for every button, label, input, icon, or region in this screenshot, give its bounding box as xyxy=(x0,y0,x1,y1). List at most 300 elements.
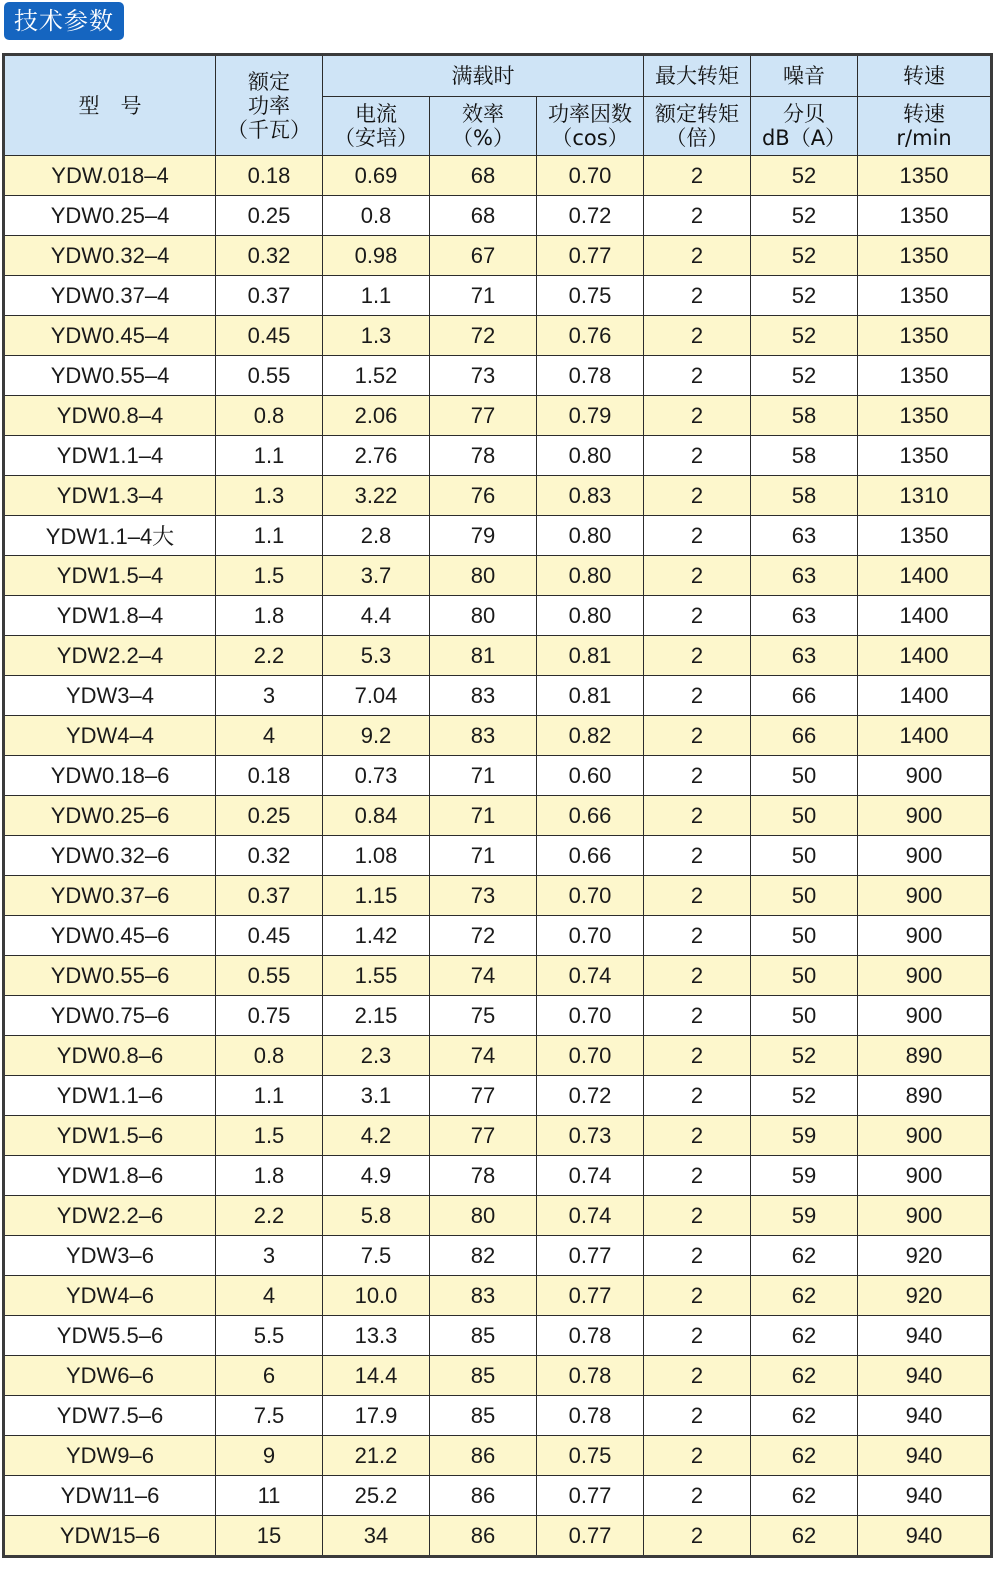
cell-power-factor: 0.72 xyxy=(537,196,644,236)
table-row xyxy=(4,636,992,676)
cell-model: YDW0.45–4 xyxy=(4,316,216,356)
cell-power-factor: 0.72 xyxy=(537,1076,644,1116)
cell-torque-ratio: 2 xyxy=(644,476,751,516)
table-row xyxy=(4,1316,992,1356)
table-row xyxy=(4,836,992,876)
cell-current: 2.76 xyxy=(323,436,430,476)
cell-power: 0.37 xyxy=(216,876,323,916)
cell-noise: 50 xyxy=(751,876,858,916)
cell-efficiency: 77 xyxy=(430,1076,537,1116)
cell-torque-ratio: 2 xyxy=(644,996,751,1036)
cell-efficiency: 71 xyxy=(430,756,537,796)
table-row xyxy=(4,236,992,276)
cell-power: 15 xyxy=(216,1516,323,1557)
cell-model: YDW1.5–6 xyxy=(4,1116,216,1156)
cell-power-factor: 0.79 xyxy=(537,396,644,436)
cell-torque-ratio: 2 xyxy=(644,276,751,316)
cell-noise: 62 xyxy=(751,1436,858,1476)
header-noise: 噪音 xyxy=(751,55,858,97)
cell-speed: 1400 xyxy=(858,676,992,716)
cell-torque-ratio: 2 xyxy=(644,1316,751,1356)
cell-efficiency: 79 xyxy=(430,516,537,556)
cell-speed: 900 xyxy=(858,956,992,996)
cell-current: 3.1 xyxy=(323,1076,430,1116)
cell-noise: 59 xyxy=(751,1116,858,1156)
cell-power: 3 xyxy=(216,676,323,716)
header-torque-ratio-line2: （倍） xyxy=(665,126,729,150)
cell-power: 0.45 xyxy=(216,316,323,356)
cell-efficiency: 72 xyxy=(430,316,537,356)
cell-model: YDW9–6 xyxy=(4,1436,216,1476)
cell-torque-ratio: 2 xyxy=(644,1116,751,1156)
cell-speed: 1350 xyxy=(858,316,992,356)
cell-torque-ratio: 2 xyxy=(644,1436,751,1476)
cell-power-factor: 0.80 xyxy=(537,556,644,596)
cell-power-factor: 0.78 xyxy=(537,1356,644,1396)
table-row xyxy=(4,396,992,436)
header-efficiency xyxy=(430,97,537,156)
cell-efficiency: 80 xyxy=(430,1196,537,1236)
header-noise-unit-line2: dB（A） xyxy=(761,126,847,150)
cell-power-factor: 0.75 xyxy=(537,1436,644,1476)
cell-current: 14.4 xyxy=(323,1356,430,1396)
cell-speed: 940 xyxy=(858,1356,992,1396)
cell-power-factor: 0.60 xyxy=(537,756,644,796)
cell-power-factor: 0.75 xyxy=(537,276,644,316)
cell-noise: 62 xyxy=(751,1476,858,1516)
cell-current: 3.7 xyxy=(323,556,430,596)
cell-efficiency: 74 xyxy=(430,956,537,996)
cell-power: 1.8 xyxy=(216,1156,323,1196)
cell-speed: 920 xyxy=(858,1236,992,1276)
cell-power-factor: 0.77 xyxy=(537,1236,644,1276)
cell-torque-ratio: 2 xyxy=(644,436,751,476)
cell-noise: 63 xyxy=(751,556,858,596)
cell-torque-ratio: 2 xyxy=(644,876,751,916)
cell-model: YDW0.55–4 xyxy=(4,356,216,396)
cell-model: YDW0.37–4 xyxy=(4,276,216,316)
cell-torque-ratio: 2 xyxy=(644,556,751,596)
cell-speed: 890 xyxy=(858,1036,992,1076)
cell-current: 2.3 xyxy=(323,1036,430,1076)
cell-model: YDW.018–4 xyxy=(4,156,216,196)
cell-efficiency: 78 xyxy=(430,436,537,476)
cell-model: YDW0.37–6 xyxy=(4,876,216,916)
cell-model: YDW7.5–6 xyxy=(4,1396,216,1436)
cell-speed: 940 xyxy=(858,1316,992,1356)
cell-power: 1.1 xyxy=(216,436,323,476)
cell-noise: 66 xyxy=(751,716,858,756)
cell-power: 1.5 xyxy=(216,1116,323,1156)
cell-efficiency: 73 xyxy=(430,356,537,396)
cell-current: 0.8 xyxy=(323,196,430,236)
cell-noise: 52 xyxy=(751,236,858,276)
cell-efficiency: 76 xyxy=(430,476,537,516)
cell-torque-ratio: 2 xyxy=(644,596,751,636)
cell-efficiency: 81 xyxy=(430,636,537,676)
cell-power: 7.5 xyxy=(216,1396,323,1436)
header-noise-unit-line1: 分贝 xyxy=(783,102,826,126)
cell-model: YDW1.1–6 xyxy=(4,1076,216,1116)
table-row xyxy=(4,756,992,796)
cell-power: 0.55 xyxy=(216,956,323,996)
cell-power: 0.55 xyxy=(216,356,323,396)
cell-noise: 66 xyxy=(751,676,858,716)
cell-speed: 1350 xyxy=(858,156,992,196)
cell-model: YDW0.18–6 xyxy=(4,756,216,796)
cell-efficiency: 78 xyxy=(430,1156,537,1196)
header-noise-unit xyxy=(751,97,858,156)
table-row xyxy=(4,196,992,236)
cell-model: YDW0.55–6 xyxy=(4,956,216,996)
cell-noise: 52 xyxy=(751,156,858,196)
cell-torque-ratio: 2 xyxy=(644,1356,751,1396)
table-row xyxy=(4,476,992,516)
cell-torque-ratio: 2 xyxy=(644,196,751,236)
cell-model: YDW2.2–4 xyxy=(4,636,216,676)
cell-efficiency: 85 xyxy=(430,1316,537,1356)
cell-speed: 900 xyxy=(858,1196,992,1236)
cell-torque-ratio: 2 xyxy=(644,636,751,676)
cell-power: 3 xyxy=(216,1236,323,1276)
header-full-load: 满载时 xyxy=(323,55,644,97)
header-torque-ratio xyxy=(644,97,751,156)
cell-power: 0.37 xyxy=(216,276,323,316)
cell-noise: 62 xyxy=(751,1236,858,1276)
cell-power: 9 xyxy=(216,1436,323,1476)
cell-power-factor: 0.70 xyxy=(537,1036,644,1076)
table-row xyxy=(4,356,992,396)
cell-efficiency: 73 xyxy=(430,876,537,916)
table-row xyxy=(4,156,992,196)
cell-torque-ratio: 2 xyxy=(644,356,751,396)
cell-noise: 52 xyxy=(751,1036,858,1076)
cell-current: 1.52 xyxy=(323,356,430,396)
cell-torque-ratio: 2 xyxy=(644,756,751,796)
cell-speed: 1350 xyxy=(858,356,992,396)
cell-power-factor: 0.78 xyxy=(537,1396,644,1436)
cell-speed: 940 xyxy=(858,1476,992,1516)
header-current xyxy=(323,97,430,156)
cell-power-factor: 0.77 xyxy=(537,1516,644,1557)
cell-torque-ratio: 2 xyxy=(644,1156,751,1196)
cell-model: YDW6–6 xyxy=(4,1356,216,1396)
cell-power-factor: 0.74 xyxy=(537,956,644,996)
cell-power: 0.18 xyxy=(216,756,323,796)
cell-power: 0.25 xyxy=(216,196,323,236)
cell-current: 3.22 xyxy=(323,476,430,516)
cell-speed: 900 xyxy=(858,1116,992,1156)
cell-power-factor: 0.66 xyxy=(537,796,644,836)
cell-power: 4 xyxy=(216,716,323,756)
cell-model: YDW2.2–6 xyxy=(4,1196,216,1236)
cell-torque-ratio: 2 xyxy=(644,1276,751,1316)
cell-model: YDW0.25–6 xyxy=(4,796,216,836)
cell-speed: 940 xyxy=(858,1436,992,1476)
table-row xyxy=(4,316,992,356)
table-row xyxy=(4,1276,992,1316)
cell-power-factor: 0.78 xyxy=(537,356,644,396)
cell-torque-ratio: 2 xyxy=(644,316,751,356)
cell-efficiency: 83 xyxy=(430,1276,537,1316)
cell-speed: 1400 xyxy=(858,636,992,676)
cell-power: 0.18 xyxy=(216,156,323,196)
cell-current: 2.15 xyxy=(323,996,430,1036)
cell-power: 0.25 xyxy=(216,796,323,836)
cell-power-factor: 0.76 xyxy=(537,316,644,356)
table-header xyxy=(4,55,992,156)
cell-model: YDW1.5–4 xyxy=(4,556,216,596)
cell-efficiency: 77 xyxy=(430,396,537,436)
table-body xyxy=(4,156,992,1557)
table-row xyxy=(4,276,992,316)
cell-power: 0.32 xyxy=(216,236,323,276)
cell-efficiency: 86 xyxy=(430,1436,537,1476)
cell-speed: 1350 xyxy=(858,236,992,276)
table-row xyxy=(4,1236,992,1276)
cell-efficiency: 83 xyxy=(430,676,537,716)
cell-power: 11 xyxy=(216,1476,323,1516)
cell-torque-ratio: 2 xyxy=(644,1196,751,1236)
cell-power-factor: 0.77 xyxy=(537,236,644,276)
table-row xyxy=(4,876,992,916)
cell-efficiency: 68 xyxy=(430,156,537,196)
cell-efficiency: 68 xyxy=(430,196,537,236)
table-row xyxy=(4,596,992,636)
cell-noise: 59 xyxy=(751,1156,858,1196)
table-row xyxy=(4,956,992,996)
cell-noise: 52 xyxy=(751,196,858,236)
cell-power: 0.45 xyxy=(216,916,323,956)
cell-model: YDW1.1–4大 xyxy=(4,516,216,556)
table-row xyxy=(4,1156,992,1196)
header-power-factor xyxy=(537,97,644,156)
cell-current: 1.55 xyxy=(323,956,430,996)
cell-torque-ratio: 2 xyxy=(644,1516,751,1557)
spec-table xyxy=(2,53,993,1558)
cell-model: YDW0.8–4 xyxy=(4,396,216,436)
cell-noise: 59 xyxy=(751,1196,858,1236)
cell-current: 1.3 xyxy=(323,316,430,356)
cell-torque-ratio: 2 xyxy=(644,796,751,836)
cell-model: YDW1.1–4 xyxy=(4,436,216,476)
cell-current: 0.98 xyxy=(323,236,430,276)
cell-power-factor: 0.81 xyxy=(537,636,644,676)
cell-power-factor: 0.70 xyxy=(537,876,644,916)
cell-model: YDW0.32–6 xyxy=(4,836,216,876)
cell-power: 1.1 xyxy=(216,516,323,556)
header-power xyxy=(216,55,323,156)
cell-power: 0.8 xyxy=(216,1036,323,1076)
cell-noise: 52 xyxy=(751,276,858,316)
table-row xyxy=(4,916,992,956)
cell-noise: 62 xyxy=(751,1516,858,1557)
cell-model: YDW0.45–6 xyxy=(4,916,216,956)
cell-power-factor: 0.74 xyxy=(537,1156,644,1196)
cell-model: YDW1.3–4 xyxy=(4,476,216,516)
header-power-factor-line2: （cos） xyxy=(551,126,629,150)
cell-efficiency: 71 xyxy=(430,836,537,876)
cell-speed: 900 xyxy=(858,836,992,876)
cell-power: 0.75 xyxy=(216,996,323,1036)
table-row xyxy=(4,676,992,716)
table-row xyxy=(4,1116,992,1156)
cell-efficiency: 77 xyxy=(430,1116,537,1156)
cell-model: YDW4–4 xyxy=(4,716,216,756)
cell-speed: 920 xyxy=(858,1276,992,1316)
cell-current: 1.42 xyxy=(323,916,430,956)
cell-noise: 50 xyxy=(751,956,858,996)
table-row xyxy=(4,516,992,556)
cell-current: 17.9 xyxy=(323,1396,430,1436)
header-speed-unit-line1: 转速 xyxy=(903,102,946,126)
table-row xyxy=(4,716,992,756)
cell-torque-ratio: 2 xyxy=(644,156,751,196)
table-row xyxy=(4,1436,992,1476)
cell-current: 0.73 xyxy=(323,756,430,796)
cell-efficiency: 80 xyxy=(430,596,537,636)
cell-current: 34 xyxy=(323,1516,430,1557)
cell-efficiency: 85 xyxy=(430,1356,537,1396)
cell-torque-ratio: 2 xyxy=(644,1076,751,1116)
cell-speed: 1350 xyxy=(858,436,992,476)
cell-power-factor: 0.77 xyxy=(537,1276,644,1316)
header-power-line3: （千瓦） xyxy=(227,117,311,142)
cell-current: 2.06 xyxy=(323,396,430,436)
cell-model: YDW3–4 xyxy=(4,676,216,716)
cell-power: 1.1 xyxy=(216,1076,323,1116)
cell-efficiency: 75 xyxy=(430,996,537,1036)
cell-torque-ratio: 2 xyxy=(644,956,751,996)
table-row xyxy=(4,1476,992,1516)
cell-model: YDW0.8–6 xyxy=(4,1036,216,1076)
cell-noise: 50 xyxy=(751,796,858,836)
cell-torque-ratio: 2 xyxy=(644,1236,751,1276)
cell-power: 1.8 xyxy=(216,596,323,636)
cell-model: YDW1.8–6 xyxy=(4,1156,216,1196)
cell-power-factor: 0.83 xyxy=(537,476,644,516)
cell-speed: 900 xyxy=(858,916,992,956)
cell-current: 2.8 xyxy=(323,516,430,556)
cell-efficiency: 86 xyxy=(430,1476,537,1516)
cell-current: 25.2 xyxy=(323,1476,430,1516)
table-row xyxy=(4,996,992,1036)
cell-torque-ratio: 2 xyxy=(644,836,751,876)
cell-current: 1.08 xyxy=(323,836,430,876)
table-row xyxy=(4,1396,992,1436)
cell-speed: 1400 xyxy=(858,556,992,596)
cell-noise: 52 xyxy=(751,1076,858,1116)
cell-model: YDW0.32–4 xyxy=(4,236,216,276)
header-model: 型 号 xyxy=(4,55,216,156)
header-speed: 转速 xyxy=(858,55,992,97)
table-row xyxy=(4,1076,992,1116)
cell-efficiency: 86 xyxy=(430,1516,537,1557)
cell-efficiency: 74 xyxy=(430,1036,537,1076)
cell-noise: 62 xyxy=(751,1316,858,1356)
cell-current: 9.2 xyxy=(323,716,430,756)
cell-power-factor: 0.81 xyxy=(537,676,644,716)
cell-noise: 50 xyxy=(751,836,858,876)
cell-noise: 50 xyxy=(751,756,858,796)
cell-noise: 52 xyxy=(751,356,858,396)
cell-current: 7.5 xyxy=(323,1236,430,1276)
cell-speed: 890 xyxy=(858,1076,992,1116)
cell-current: 10.0 xyxy=(323,1276,430,1316)
cell-speed: 900 xyxy=(858,1156,992,1196)
header-max-torque: 最大转矩 xyxy=(644,55,751,97)
cell-current: 1.1 xyxy=(323,276,430,316)
cell-model: YDW5.5–6 xyxy=(4,1316,216,1356)
cell-current: 4.2 xyxy=(323,1116,430,1156)
cell-power-factor: 0.80 xyxy=(537,436,644,476)
cell-power: 2.2 xyxy=(216,636,323,676)
cell-torque-ratio: 2 xyxy=(644,236,751,276)
cell-speed: 1400 xyxy=(858,716,992,756)
cell-efficiency: 83 xyxy=(430,716,537,756)
cell-power: 5.5 xyxy=(216,1316,323,1356)
cell-noise: 62 xyxy=(751,1356,858,1396)
cell-noise: 50 xyxy=(751,996,858,1036)
table-row xyxy=(4,556,992,596)
cell-current: 4.4 xyxy=(323,596,430,636)
cell-model: YDW15–6 xyxy=(4,1516,216,1557)
table-row xyxy=(4,796,992,836)
cell-power: 1.5 xyxy=(216,556,323,596)
header-efficiency-line1: 效率 xyxy=(462,102,504,126)
cell-noise: 63 xyxy=(751,596,858,636)
cell-power-factor: 0.82 xyxy=(537,716,644,756)
cell-current: 7.04 xyxy=(323,676,430,716)
cell-current: 21.2 xyxy=(323,1436,430,1476)
header-efficiency-line2: （%） xyxy=(452,126,514,150)
cell-torque-ratio: 2 xyxy=(644,396,751,436)
cell-speed: 900 xyxy=(858,876,992,916)
cell-power-factor: 0.73 xyxy=(537,1116,644,1156)
section-title: 技术参数 xyxy=(4,2,124,40)
cell-model: YDW3–6 xyxy=(4,1236,216,1276)
cell-speed: 1400 xyxy=(858,596,992,636)
cell-power: 2.2 xyxy=(216,1196,323,1236)
cell-torque-ratio: 2 xyxy=(644,716,751,756)
cell-speed: 1350 xyxy=(858,396,992,436)
cell-power-factor: 0.66 xyxy=(537,836,644,876)
cell-speed: 900 xyxy=(858,796,992,836)
cell-torque-ratio: 2 xyxy=(644,516,751,556)
cell-current: 5.3 xyxy=(323,636,430,676)
cell-noise: 58 xyxy=(751,396,858,436)
header-power-factor-line1: 功率因数 xyxy=(548,102,632,126)
cell-torque-ratio: 2 xyxy=(644,1476,751,1516)
header-speed-unit-line2: r/min xyxy=(896,126,952,150)
cell-noise: 62 xyxy=(751,1396,858,1436)
cell-torque-ratio: 2 xyxy=(644,676,751,716)
cell-model: YDW11–6 xyxy=(4,1476,216,1516)
cell-power-factor: 0.80 xyxy=(537,596,644,636)
cell-speed: 1350 xyxy=(858,276,992,316)
cell-noise: 63 xyxy=(751,516,858,556)
cell-power: 6 xyxy=(216,1356,323,1396)
cell-model: YDW0.25–4 xyxy=(4,196,216,236)
cell-efficiency: 71 xyxy=(430,276,537,316)
cell-power: 1.3 xyxy=(216,476,323,516)
header-power-line2: 功率 xyxy=(248,93,290,118)
cell-model: YDW0.75–6 xyxy=(4,996,216,1036)
cell-model: YDW1.8–4 xyxy=(4,596,216,636)
cell-speed: 900 xyxy=(858,996,992,1036)
cell-power-factor: 0.77 xyxy=(537,1476,644,1516)
table-row xyxy=(4,1356,992,1396)
